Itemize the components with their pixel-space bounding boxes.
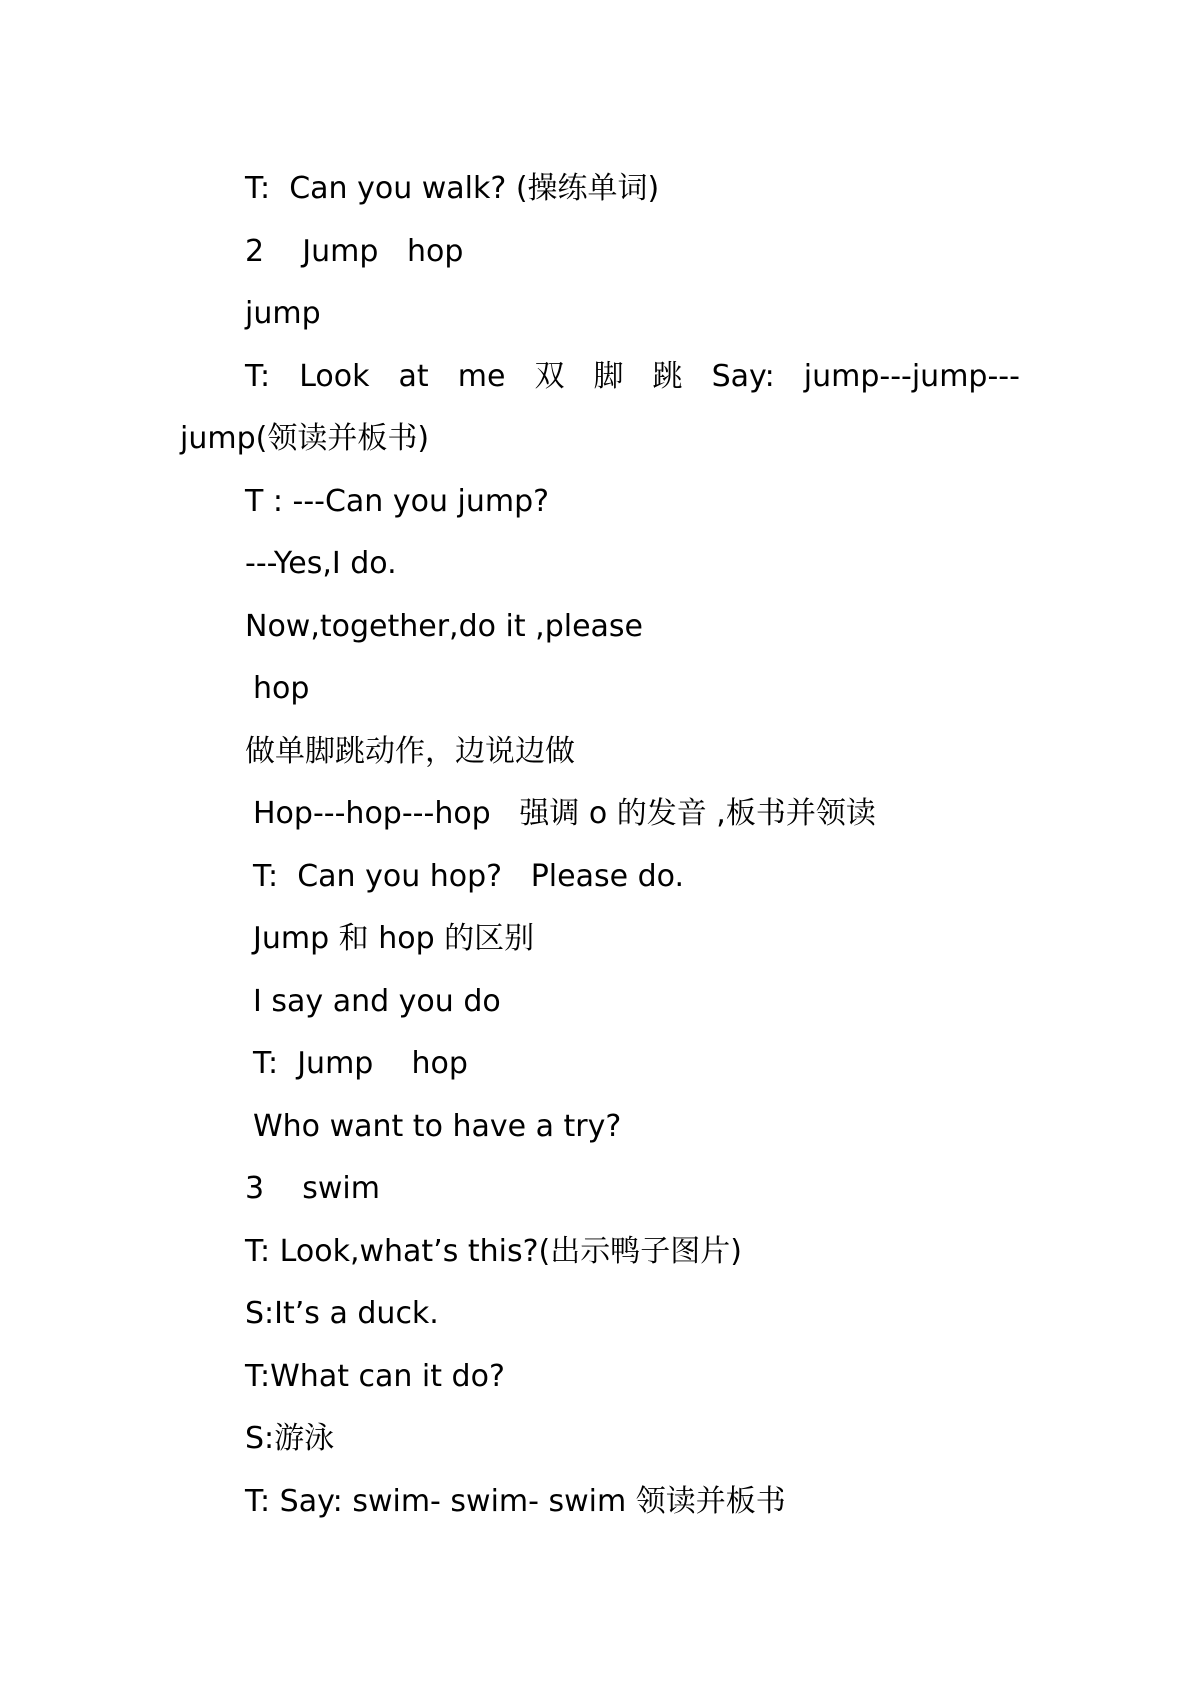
text-line: T: Look,what’s this?(出示鸭子图片) [245,1233,742,1269]
text-line: jump [245,296,321,331]
text-line: Who want to have a try? [253,1108,622,1144]
text-line: Jump 和 hop 的区别 [253,921,535,956]
word: at [398,358,429,394]
text-line: T: Can you hop? Please do. [253,858,684,894]
text-line-justified [180,346,1020,409]
word: Look [299,358,370,394]
text-line: 3 swim [245,1171,380,1206]
text-line: T: Can you walk? (操练单词) [245,171,660,206]
word: Say: [711,358,775,394]
word: 脚 [593,358,624,394]
word: 跳 [652,358,683,394]
text-line: Hop---hop---hop 强调 o 的发音 ,板书并领读 [253,796,876,831]
text-line: T : ---Can you jump? [245,483,550,519]
word: me [457,358,506,394]
text-line: jump(领读并板书) [180,421,430,456]
word: 双 [534,358,565,394]
text-line: S:游泳 [245,1421,335,1456]
text-line: 做单脚跳动作，边说边做 [245,733,575,769]
text-line: Now,together,do it ,please [245,608,643,644]
text-line: 2 Jump hop [245,233,464,269]
text-line: S:It’s a duck. [245,1296,439,1331]
text-line: I say and you do [253,983,501,1019]
text-line: T: Say: swim- swim- swim 领读并板书 [245,1483,786,1519]
text-line: T: Jump hop [253,1046,468,1081]
word: T: [245,358,271,394]
document-body [180,158,1020,1533]
word: jump---jump--- [803,358,1020,394]
text-line: T:What can it do? [245,1358,505,1394]
text-line: ---Yes,I do. [245,546,397,581]
text-line: hop [253,671,310,706]
